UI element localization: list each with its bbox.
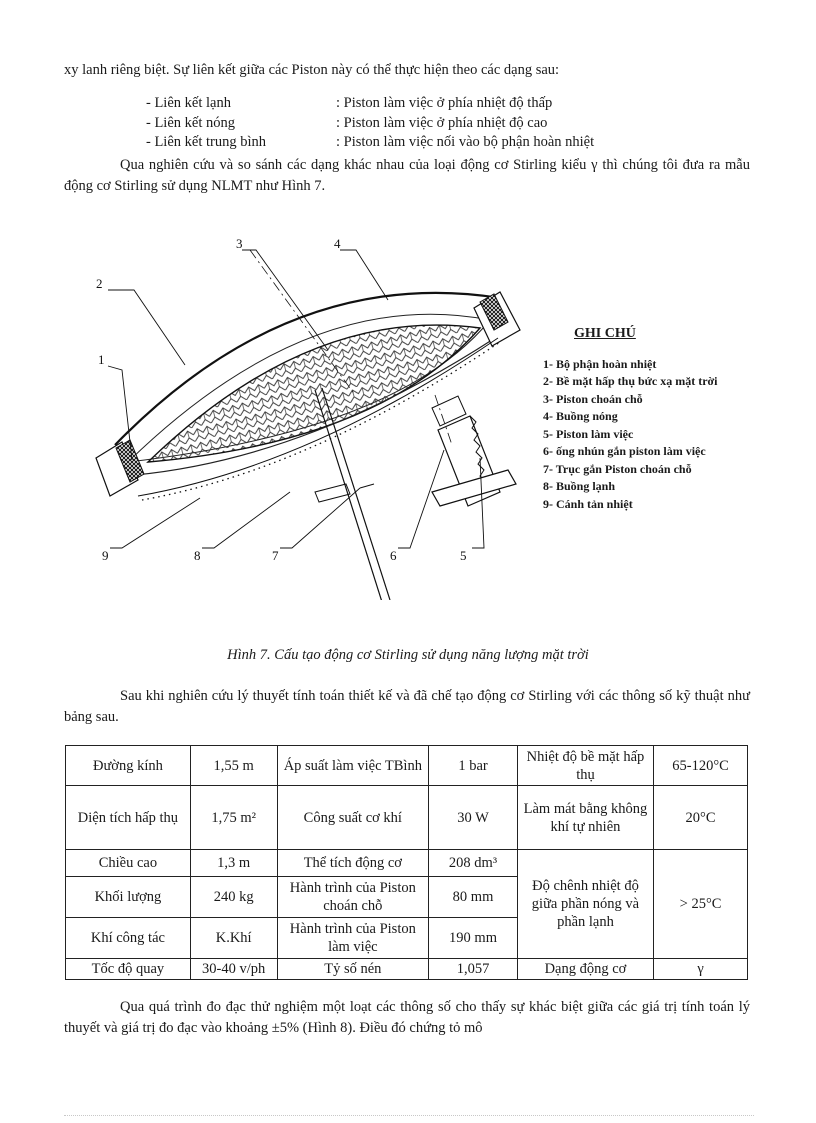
table-cell-merged: > 25°C — [654, 850, 748, 959]
callout-label: 9 — [102, 548, 109, 563]
table-row — [66, 959, 748, 980]
table-cell: 65-120°C — [654, 746, 748, 786]
callout-label: 4 — [334, 236, 341, 251]
table-cell: K.Khí — [190, 918, 277, 959]
list-item — [146, 114, 594, 134]
table-cell: 1 bar — [429, 746, 518, 786]
table-cell: Chiều cao — [66, 850, 191, 877]
legend-item: 5- Piston làm việc — [543, 426, 634, 441]
table-cell: 190 mm — [429, 918, 518, 959]
callout-label: 5 — [460, 548, 467, 563]
heat-regenerator-right — [474, 292, 520, 346]
legend-title: GHI CHÚ — [574, 326, 636, 341]
callout-label: 3 — [236, 236, 243, 251]
table-cell: 20°C — [654, 786, 748, 850]
figure-caption: Hình 7. Cấu tạo động cơ Stirling sử dụng năng lượng mặt trời — [227, 647, 589, 663]
intro-paragraph: Qua nghiên cứu và so sánh các dạng khác nhau của loại động cơ Stirling kiểu γ thì chúng tôi đưa ra mẫu động cơ Stirling sử dụng NLMT như Hình 7. — [64, 157, 750, 194]
table-cell: Nhiệt độ bề mặt hấp thụ — [517, 746, 653, 786]
legend-item: 6- ống nhún gắn piston làm việc — [543, 444, 706, 458]
table-cell: Làm mát bằng không khí tự nhiên — [517, 786, 653, 850]
table-cell: 30-40 v/ph — [190, 959, 277, 980]
list-item — [146, 133, 594, 153]
table-cell: Diện tích hấp thụ — [66, 786, 191, 850]
page-bottom-divider — [64, 1115, 754, 1116]
table-cell: 240 kg — [190, 877, 277, 918]
legend-item: 8- Buồng lạnh — [543, 479, 616, 493]
legend-item: 3- Piston choán chỗ — [543, 391, 643, 406]
spec-table — [65, 745, 748, 980]
list-item-key: - Liên kết nóng — [146, 114, 235, 131]
table-cell: 1,3 m — [190, 850, 277, 877]
callout-label: 8 — [194, 548, 201, 563]
intro-first-line: xy lanh riêng biệt. Sự liên kết giữa các Piston này có thể thực hiện theo các dạng sau: — [64, 62, 560, 78]
table-cell-merged: Độ chênh nhiệt độ giữa phần nóng và phần lạnh — [517, 850, 653, 959]
list-item — [146, 94, 594, 114]
table-cell: 80 mm — [429, 877, 518, 918]
legend-item: 2- Bề mặt hấp thụ bức xạ mặt trời — [543, 374, 718, 388]
table-cell: Khí công tác — [66, 918, 191, 959]
table-cell: 30 W — [429, 786, 518, 850]
legend-item: 4- Buồng nóng — [543, 409, 618, 423]
table-cell: 1,75 m² — [190, 786, 277, 850]
list-item-value: : Piston làm việc ở phía nhiệt độ cao — [336, 114, 548, 131]
table-cell: Tỷ số nén — [277, 959, 429, 980]
table-cell: Hành trình của Piston làm việc — [277, 918, 429, 959]
figure-legend — [543, 325, 718, 513]
table-cell: Khối lượng — [66, 877, 191, 918]
working-piston — [432, 470, 516, 506]
connection-type-list — [146, 94, 594, 153]
closing-paragraph: Qua quá trình đo đạc thử nghiệm một loạt các thông số cho thấy sự khác biệt giữa các giá trị tính toán lý thuyết và giá trị đo đạc vào khoảng ±5% (Hình 8). Điều đó chứng tỏ mô — [64, 999, 750, 1036]
list-item-key: - Liên kết lạnh — [146, 95, 231, 111]
table-cell: 1,057 — [429, 959, 518, 980]
table-cell: 1,55 m — [190, 746, 277, 786]
list-item-value: : Piston làm việc ở phía nhiệt độ thấp — [336, 95, 553, 111]
table-row — [66, 786, 748, 850]
list-item-value: : Piston làm việc nối vào bộ phận hoàn nhiệt — [336, 134, 595, 150]
legend-item: 1- Bộ phận hoàn nhiệt — [543, 356, 657, 371]
legend-item: 7- Trục gắn Piston choán chỗ — [543, 461, 692, 476]
table-cell: Áp suất làm việc TBình — [277, 746, 429, 786]
callout-label: 6 — [390, 548, 397, 563]
table-cell: Đường kính — [66, 746, 191, 786]
table-cell: Công suất cơ khí — [277, 786, 429, 850]
table-cell: Tốc độ quay — [66, 959, 191, 980]
list-item-key: - Liên kết trung bình — [146, 134, 267, 150]
table-cell: γ — [654, 959, 748, 980]
callout-label: 7 — [272, 548, 279, 563]
table-row — [66, 850, 748, 877]
table-cell: Thể tích động cơ — [277, 850, 429, 877]
table-cell: Hành trình của Piston choán chỗ — [277, 877, 429, 918]
legend-item: 9- Cánh tản nhiệt — [543, 496, 633, 511]
table-cell: 208 dm³ — [429, 850, 518, 877]
table-row — [66, 746, 748, 786]
callout-label: 2 — [96, 276, 103, 291]
table-cell: Dạng động cơ — [517, 959, 653, 980]
body-paragraph: Sau khi nghiên cứu lý thuyết tính toán thiết kế và đã chế tạo động cơ Stirling với các thông số kỹ thuật như bảng sau. — [64, 688, 750, 725]
callout-label: 1 — [98, 352, 105, 367]
heat-regenerator-left — [96, 440, 144, 496]
